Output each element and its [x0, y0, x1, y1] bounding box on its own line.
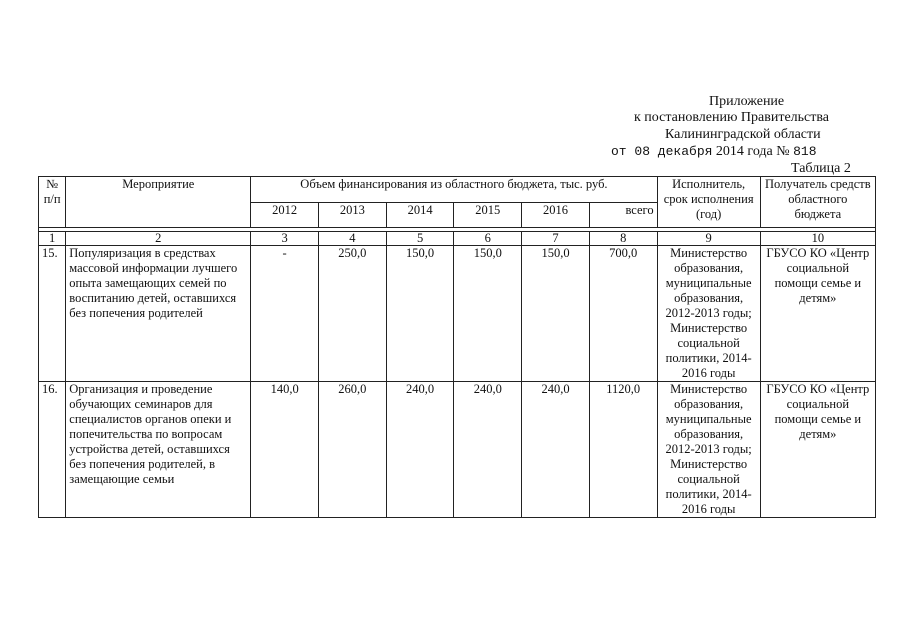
row-measure: Популяризация в средствах массовой информации лучшего опыта замещающих семей по воспитанию детей, оставшихся без попечения родителей [66, 246, 251, 382]
value-2012: 140,0 [251, 382, 319, 518]
table-row-15 [39, 246, 876, 382]
header-num: № п/п [39, 177, 66, 228]
value-2013: 250,0 [318, 246, 386, 382]
value-2014: 150,0 [386, 246, 454, 382]
funding-table [38, 176, 876, 518]
column-number: 4 [318, 232, 386, 246]
row-executor: Министерство образования, муниципальные образования, 2012-2013 годы; Министерство социальной политики, 2014-2016 годы [657, 246, 760, 382]
column-numbers-row [39, 232, 876, 246]
column-number: 10 [760, 232, 875, 246]
value-total: 700,0 [589, 246, 657, 382]
value-2014: 240,0 [386, 382, 454, 518]
header-year-2012: 2012 [251, 202, 319, 228]
resolution-number: 818 [793, 144, 817, 159]
value-2012: - [251, 246, 319, 382]
row-number: 16. [39, 382, 66, 518]
header-year-2015: 2015 [454, 202, 522, 228]
table-row-16 [39, 382, 876, 518]
column-number: 3 [251, 232, 319, 246]
column-number: 8 [589, 232, 657, 246]
appendix-title: Приложение [709, 94, 785, 109]
value-2016: 240,0 [522, 382, 590, 518]
row-measure: Организация и проведение обучающих семинаров для специалистов органов опеки и попечительства по вопросам устройства детей, оставшихся без попечения родителей, в замещающие семьи [66, 382, 251, 518]
value-2013: 260,0 [318, 382, 386, 518]
header-total: всего [589, 202, 657, 228]
header-executor: Исполнитель, срок исполнения (год) [657, 177, 760, 228]
value-2016: 150,0 [522, 246, 590, 382]
column-number: 9 [657, 232, 760, 246]
row-executor: Министерство образования, муниципальные образования, 2012-2013 годы; Министерство социальной политики, 2014-2016 годы [657, 382, 760, 518]
header-year-2013: 2013 [318, 202, 386, 228]
column-number: 2 [66, 232, 251, 246]
appendix-date-line [611, 144, 817, 160]
column-number: 5 [386, 232, 454, 246]
header-recipient: Получатель средств областного бюджета [760, 177, 875, 228]
value-total: 1120,0 [589, 382, 657, 518]
header-year-2014: 2014 [386, 202, 454, 228]
column-number: 1 [39, 232, 66, 246]
value-2015: 150,0 [454, 246, 522, 382]
table-label: Таблица 2 [791, 161, 851, 176]
date-year: 2014 года № [715, 144, 790, 159]
header-measure: Мероприятие [66, 177, 251, 228]
header-funding: Объем финансирования из областного бюджета, тыс. руб. [251, 177, 657, 203]
date-prefix: от 08 декабря [611, 144, 713, 159]
appendix-region: Калининградской области [665, 127, 821, 142]
value-2015: 240,0 [454, 382, 522, 518]
row-recipient: ГБУСО КО «Центр социальной помощи семье и детям» [760, 246, 875, 382]
header-year-2016: 2016 [522, 202, 590, 228]
header-row-1 [39, 177, 876, 203]
row-recipient: ГБУСО КО «Центр социальной помощи семье и детям» [760, 382, 875, 518]
appendix-resolution: к постановлению Правительства [634, 110, 830, 125]
column-number: 6 [454, 232, 522, 246]
row-number: 15. [39, 246, 66, 382]
column-number: 7 [522, 232, 590, 246]
